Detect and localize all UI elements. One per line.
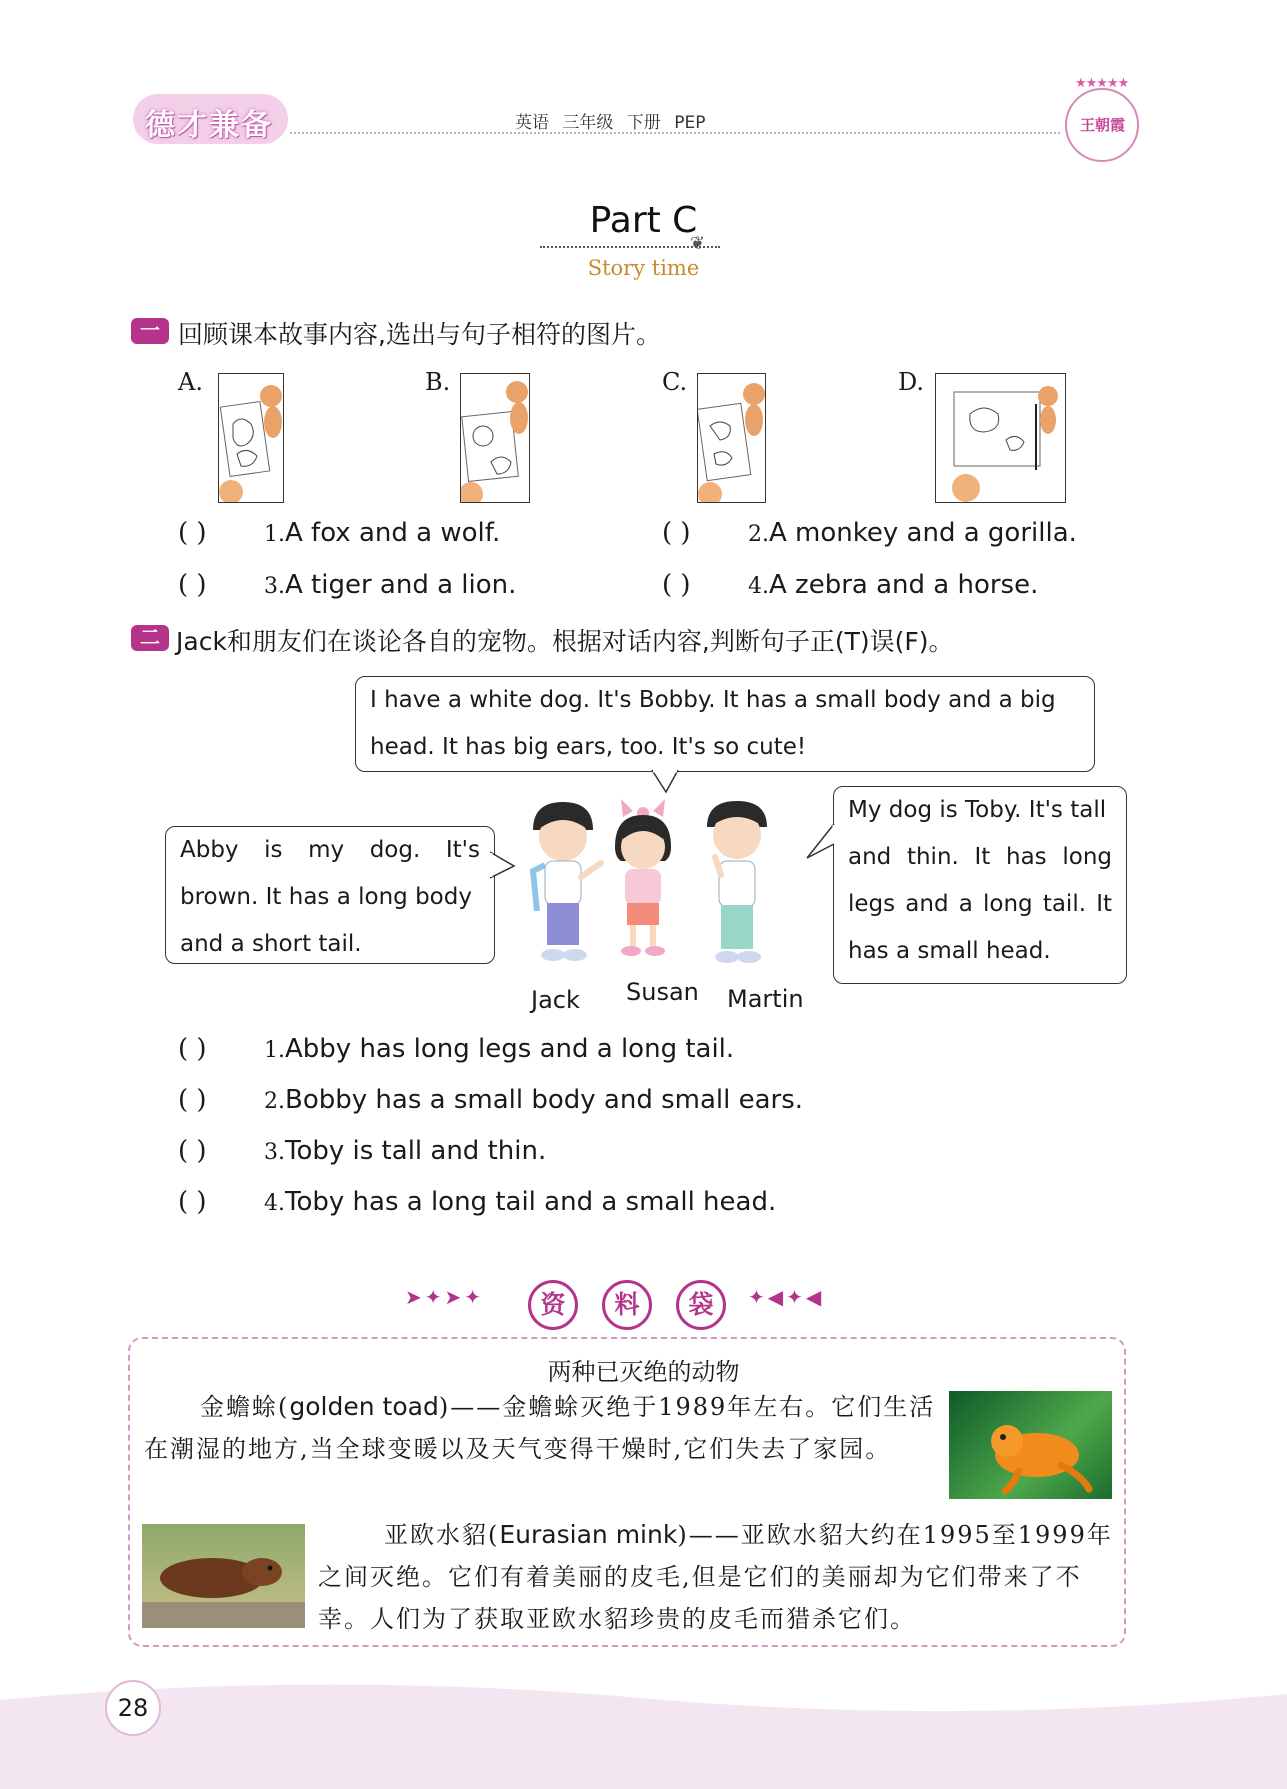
book-meta: 英语 三年级 下册 PEP (515, 113, 706, 133)
bubble-line: legs and a long tail. It (848, 891, 1112, 917)
tiger-lion-drawing-icon (698, 374, 766, 503)
fish-decoration-left-icon: ➤✦➤✦ (405, 1285, 485, 1309)
info-title: 两种已灭绝的动物 (547, 1358, 740, 1386)
answer-blank[interactable]: ( ) (178, 1085, 207, 1115)
s2-question-1 (178, 1034, 734, 1064)
option-a-picture (218, 373, 284, 503)
section-1-badge: 一 (131, 318, 169, 344)
option-c-picture (697, 373, 766, 503)
toad-lead: 金蟾蜍( (200, 1393, 290, 1421)
bubble-tail-icon (650, 770, 680, 794)
question-number: 2. (264, 1089, 285, 1114)
name-martin: Martin (727, 985, 804, 1013)
toad-paragraph (144, 1386, 944, 1470)
question-text: A tiger and a lion. (285, 570, 517, 600)
bag-char-3: 袋 (676, 1280, 726, 1330)
bubble-line: Abby is my dog. It's (180, 837, 480, 863)
answer-blank[interactable]: ( ) (662, 570, 691, 600)
question-number: 1. (264, 522, 285, 547)
bubble-tail-icon (490, 850, 516, 880)
bag-char-1: 资 (528, 1280, 578, 1330)
bag-char-2: 料 (602, 1280, 652, 1330)
fish-decoration-right-icon: ✦◀✦◀ (748, 1285, 825, 1309)
section-2-badge: 二 (131, 625, 169, 651)
answer-blank[interactable]: ( ) (178, 1136, 207, 1166)
zebra-horse-drawing-icon (936, 374, 1066, 503)
leaf-icon: ❦ (690, 233, 706, 254)
option-a-label: A. (178, 368, 203, 396)
bubble-line: and thin. It has long (848, 844, 1112, 870)
s1-question-3 (178, 570, 516, 600)
s2-question-2 (178, 1085, 803, 1115)
golden-toad-photo (949, 1391, 1112, 1499)
mink-lead: 亚欧水貂( (384, 1521, 500, 1549)
mink-rest: )——亚欧水貂大约在1995至1999年之间灭绝。它们有着美丽的皮毛,但是它们的美丽却为它们带来了不幸。人们为了获取亚欧水貂珍贵的皮毛而猎杀它们。 (318, 1521, 1113, 1633)
answer-blank[interactable]: ( ) (178, 1034, 207, 1064)
s1-question-1 (178, 518, 500, 548)
logo-text: 德才兼备 (145, 108, 273, 143)
monkey-gorilla-drawing-icon (461, 374, 530, 503)
stamp-text: 王朝霞 (1080, 116, 1126, 134)
bubble-line: has a small head. (848, 938, 1051, 964)
stamp-stars: ★★★★★ (1075, 76, 1129, 91)
section-2-instruction: Jack和朋友们在谈论各自的宠物。根据对话内容,判断句子正(T)误(F)。 (176, 627, 954, 656)
bubble-line: brown. It has a long body (180, 884, 472, 910)
answer-blank[interactable]: ( ) (178, 1187, 207, 1217)
susan-figure-icon (615, 799, 671, 956)
part-subtitle: Story time (587, 256, 700, 280)
speech-bubble-martin (833, 786, 1127, 984)
eurasian-mink-photo (142, 1524, 305, 1628)
option-d-label: D. (898, 368, 925, 396)
bubble-line: I have a white dog. It's Bobby. It has a small body and a big (370, 687, 1056, 713)
question-number: 3. (264, 574, 285, 599)
jack-figure-icon (533, 802, 601, 961)
question-text: A fox and a wolf. (285, 518, 501, 548)
part-title: Part C (589, 200, 698, 241)
name-susan: Susan (626, 978, 699, 1006)
kids-illustration (515, 795, 815, 985)
question-number: 4. (264, 1191, 285, 1216)
speech-bubble-jack (165, 826, 495, 964)
answer-blank[interactable]: ( ) (178, 518, 207, 548)
question-text: Bobby has a small body and small ears. (285, 1085, 804, 1115)
question-text: Toby is tall and thin. (285, 1136, 547, 1166)
option-b-picture (460, 373, 530, 503)
name-jack: Jack (531, 986, 580, 1014)
question-number: 3. (264, 1140, 285, 1165)
bubble-line: and a short tail. (180, 931, 362, 957)
mink-paragraph (318, 1514, 1114, 1640)
question-number: 1. (264, 1038, 285, 1063)
option-d-picture (935, 373, 1066, 503)
golden-toad-icon (949, 1391, 1112, 1499)
question-text: Abby has long legs and a long tail. (285, 1034, 735, 1064)
s1-question-2 (662, 518, 1077, 548)
option-b-label: B. (425, 368, 451, 396)
fox-wolf-drawing-icon (219, 374, 284, 503)
option-c-label: C. (662, 368, 688, 396)
mink-english: Eurasian mink (499, 1520, 678, 1549)
s2-question-4 (178, 1187, 776, 1217)
eurasian-mink-icon (142, 1524, 305, 1628)
question-text: A monkey and a gorilla. (769, 518, 1077, 548)
footer-wave (0, 1680, 1287, 1789)
toad-english: golden toad (289, 1392, 439, 1421)
s2-question-3 (178, 1136, 546, 1166)
question-number: 2. (748, 522, 769, 547)
question-number: 4. (748, 574, 769, 599)
question-text: Toby has a long tail and a small head. (285, 1187, 777, 1217)
publisher-stamp (1065, 76, 1139, 162)
question-text: A zebra and a horse. (769, 570, 1039, 600)
martin-figure-icon (707, 801, 767, 963)
answer-blank[interactable]: ( ) (178, 570, 207, 600)
logo (115, 82, 295, 146)
bubble-line: My dog is Toby. It's tall (848, 797, 1107, 823)
page-number: 28 (105, 1680, 161, 1736)
bubble-line: head. It has big ears, too. It's so cute! (370, 734, 807, 760)
toad-rest: )——金蟾蜍灭绝于1989年左右。它们生活在潮湿的地方,当全球变暖以及天气变得干燥时,它们失去了家园。 (144, 1393, 936, 1463)
section-1-instruction: 回顾课本故事内容,选出与句子相符的图片。 (178, 320, 661, 349)
answer-blank[interactable]: ( ) (662, 518, 691, 548)
s1-question-4 (662, 570, 1038, 600)
speech-bubble-susan (355, 676, 1095, 772)
